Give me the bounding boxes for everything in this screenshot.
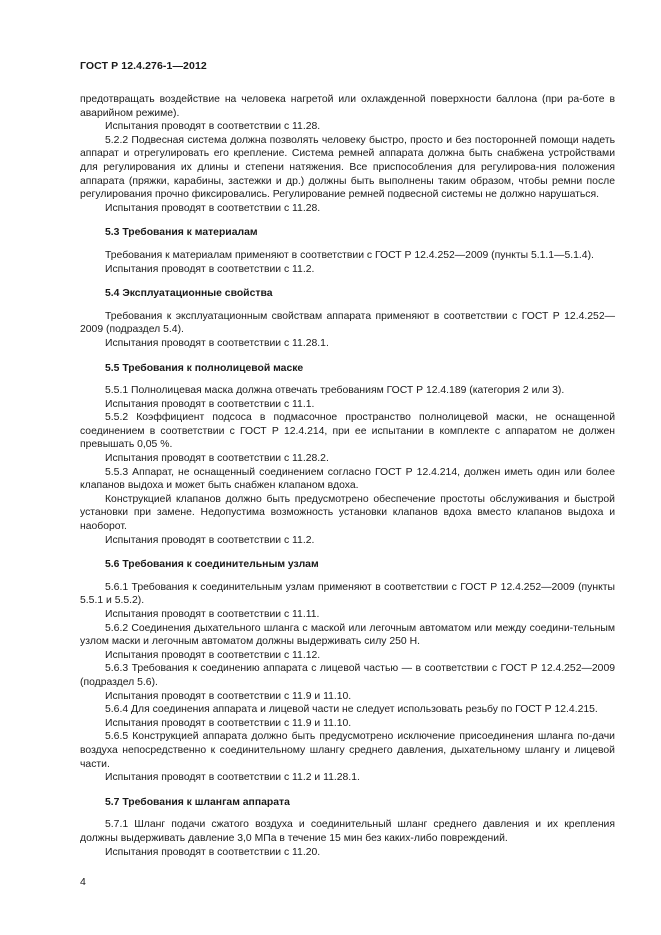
page-header: ГОСТ Р 12.4.276-1—2012 xyxy=(80,60,207,72)
paragraph: Конструкцией клапанов должно быть предусмотрено обеспечение простоты обслуживания и быстрой установки при замене. Недопустима возможность установки клапанов вдоха вместо клапанов выдоха и наоборот. xyxy=(80,493,615,533)
paragraph: Испытания проводят в соответствии с 11.9 и 11.10. xyxy=(105,717,352,729)
document-body xyxy=(80,93,615,859)
section-heading: 5.6 Требования к соединительным узлам xyxy=(105,559,319,571)
section-heading: 5.4 Эксплуатационные свойства xyxy=(105,288,273,300)
paragraph: Испытания проводят в соответствии с 11.28. xyxy=(105,121,321,133)
paragraph: Испытания проводят в соответствии с 11.2. xyxy=(105,534,315,546)
page-number: 4 xyxy=(80,876,86,888)
paragraph: Испытания проводят в соответствии с 11.28. xyxy=(105,202,321,214)
paragraph: предотвращать воздействие на человека нагретой или охлажденной поверхности баллона (при ра-боте в аварийном режиме). xyxy=(80,94,615,119)
section-heading: 5.7 Требования к шлангам аппарата xyxy=(105,796,290,808)
paragraph: 5.6.2 Соединения дыхательного шланга с маской или легочным автоматом или между соедини-тельным узлом маски и легочным автоматом должны выдерживать силу 250 Н. xyxy=(80,622,615,648)
paragraph: Требования к эксплуатационным свойствам аппарата применяют в соответствии с ГОСТ Р 12.4.252—2009 (подраздел 5.4). xyxy=(80,310,615,336)
paragraph: Испытания проводят в соответствии с 11.20. xyxy=(105,846,321,858)
section-heading: 5.3 Требования к материалам xyxy=(105,227,258,239)
paragraph: 5.7.1 Шланг подачи сжатого воздуха и соединительный шланг среднего давления и их крепления должны выдерживать давление 3,0 МПа в течение 15 мин без каких-либо повреждений. xyxy=(80,819,615,844)
paragraph: 5.5.2 Коэффициент подсоса в подмасочное пространство полнолицевой маски, не оснащенной соединением в соответствии с ГОСТ Р 12.4.214, при ее испытании в комплекте с аппаратом не должен превышать 0,05 %. xyxy=(80,412,615,451)
paragraph: 5.6.3 Требования к соединению аппарата с лицевой частью — в соответствии с ГОСТ Р 12.4.252—2009 (подраздел 5.6). xyxy=(80,663,615,688)
paragraph: 5.5.1 Полнолицевая маска должна отвечать требованиям ГОСТ Р 12.4.189 (категория 2 или 3). xyxy=(105,385,565,397)
paragraph: Испытания проводят в соответствии с 11.1. xyxy=(105,398,315,410)
paragraph: 5.6.1 Требования к соединительным узлам применяют в соответствии с ГОСТ Р 12.4.252—2009 (пункты 5.5.1 и 5.5.2). xyxy=(80,581,615,607)
paragraph: Испытания проводят в соответствии с 11.2. xyxy=(105,263,315,275)
section-heading: 5.5 Требования к полнолицевой маске xyxy=(105,362,304,374)
paragraph: Испытания проводят в соответствии с 11.28.2. xyxy=(105,453,329,465)
paragraph: Испытания проводят в соответствии с 11.2 и 11.28.1. xyxy=(105,772,360,784)
paragraph: Испытания проводят в соответствии с 11.9 и 11.10. xyxy=(105,690,352,702)
paragraph: 5.2.2 Подвесная система должна позволять человеку быстро, просто и без посторонней помощи надеть аппарат и отрегулировать его крепление. Система ремней аппарата должна быть снабжена устройствами для регулирования их длины и степени натяжения. Все приспособления для регулирова-ния положения аппарата (пряжки, карабины, застежки и др.) должны быть выполнены таким образом, чтобы ремни после регулирования прочно фиксировались. Регулирование ремней подвесной системы не должно нарушаться. xyxy=(80,134,615,201)
paragraph: Испытания проводят в соответствии с 11.11. xyxy=(105,609,320,620)
paragraph: Требования к материалам применяют в соответствии с ГОСТ Р 12.4.252—2009 (пункты 5.1.1—5.1.4). xyxy=(105,249,594,261)
paragraph: 5.6.4 Для соединения аппарата и лицевой части не следует использовать резьбу по ГОСТ Р 12.4.215. xyxy=(105,704,598,716)
paragraph: Испытания проводят в соответствии с 11.28.1. xyxy=(105,337,329,349)
paragraph: Испытания проводят в соответствии с 11.12. xyxy=(105,649,321,661)
paragraph: 5.5.3 Аппарат, не оснащенный соединением согласно ГОСТ Р 12.4.214, должен иметь один или более клапанов выдоха и может быть снабжен клапаном вдоха. xyxy=(80,466,615,492)
paragraph: 5.6.5 Конструкцией аппарата должно быть предусмотрено исключение присоединения шланга по-дачи воздуха непосредственно к соединительному шлангу среднего давления, дыхательному шлангу и лицевой части. xyxy=(80,731,615,770)
